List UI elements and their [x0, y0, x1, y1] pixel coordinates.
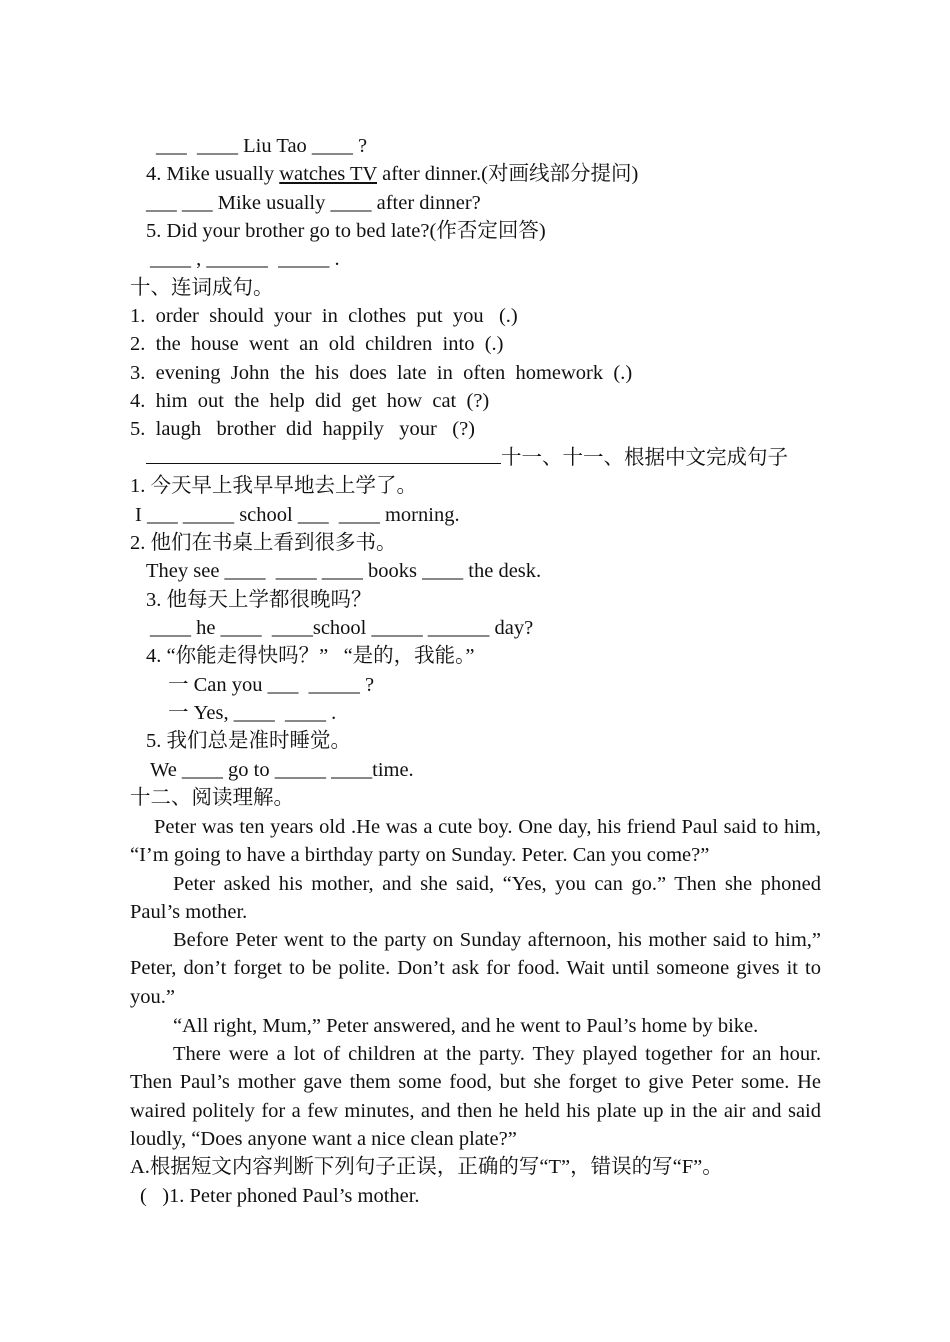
section11-q5-en: We ____ go to _____ ____time.	[150, 759, 414, 781]
section11-q5-cn: 5. 我们总是准时睡觉。	[146, 730, 351, 752]
section10-item-2: 2. the house went an old children into (.)	[130, 333, 504, 355]
section11-heading: 十一、十一、根据中文完成句子	[501, 447, 788, 469]
reading-paragraph-3: Before Peter went to the party on Sunday afternoon, his mother said to him,” Peter, don’t forget to be polite. Don’t ask for food. Wait until someone gives it to you.”	[130, 929, 821, 1008]
section11-q2-en: They see ____ ____ ____ books ____ the desk.	[146, 560, 542, 582]
section10-item-4: 4. him out the help did get how cat (?)	[130, 390, 490, 412]
rewrite-q5-answer: ____ , ______ _____ .	[150, 248, 340, 270]
section11-q1-cn: 1. 今天早上我早早地去上学了。	[130, 475, 417, 497]
section11-heading-line	[146, 444, 788, 472]
section11-q2-cn: 2. 他们在书桌上看到很多书。	[130, 532, 397, 554]
section11-q4-en-a: 一 Can you ___ _____ ?	[168, 674, 375, 696]
section11-q3-en: ____ he ____ ____school _____ ______ day?	[150, 617, 534, 639]
section11-q1-en: I ___ _____ school ___ ____ morning.	[135, 504, 460, 526]
rewrite-q4-suffix: after dinner.(对画线部分提问)	[377, 163, 639, 185]
section10-item-3: 3. evening John the his does late in often homework (.)	[130, 362, 633, 384]
section11-q4-cn: 4. “你能走得快吗？” “是的，我能。”	[146, 645, 475, 667]
reading-paragraph-5: There were a lot of children at the party. They played together for an hour. Then Paul’s mother gave them some food, but she forget to give Peter some. He waired politely for a few minutes, and then he held his plate up in the air and said loudly, “Does anyone want a nice clean plate?”	[130, 1043, 821, 1151]
rewrite-q5-question: 5. Did your brother go to bed late?(作否定回答)	[146, 220, 546, 242]
rewrite-q4-underlined: watches TV	[279, 163, 377, 185]
answer-blank-line	[146, 445, 501, 464]
rewrite-q4-answer: ___ ___ Mike usually ____ after dinner?	[146, 192, 481, 214]
section10-item-5: 5. laugh brother did happily your (?)	[130, 418, 476, 440]
reading-paragraph-4: “All right, Mum,” Peter answered, and he went to Paul’s home by bike.	[173, 1015, 759, 1037]
section10-heading: 十、连词成句。	[130, 277, 274, 299]
rewrite-q4-prefix: 4. Mike usually	[146, 163, 280, 185]
partA-question-1: ( )1. Peter phoned Paul’s mother.	[140, 1185, 420, 1207]
reading-paragraph-1: Peter was ten years old .He was a cute boy. One day, his friend Paul said to him, “I’m going to have a birthday party on Sunday. Peter. Can you come?”	[130, 816, 821, 867]
section12-heading: 十二、阅读理解。	[130, 787, 294, 809]
partA-instruction: A.根据短文内容判断下列句子正误，正确的写“T”，错误的写“F”。	[130, 1156, 723, 1178]
rewrite-q4-question	[146, 160, 638, 188]
section11-q3-cn: 3. 他每天上学都很晚吗？	[146, 589, 372, 611]
reading-paragraph-2: Peter asked his mother, and she said, “Yes, you can go.” Then she phoned Paul’s mother.	[130, 873, 821, 924]
section10-item-1: 1. order should your in clothes put you (.)	[130, 305, 518, 327]
rewrite-q3-answer: ___ ____ Liu Tao ____ ?	[156, 135, 368, 157]
section11-q4-en-b: 一 Yes, ____ ____ .	[168, 702, 337, 724]
